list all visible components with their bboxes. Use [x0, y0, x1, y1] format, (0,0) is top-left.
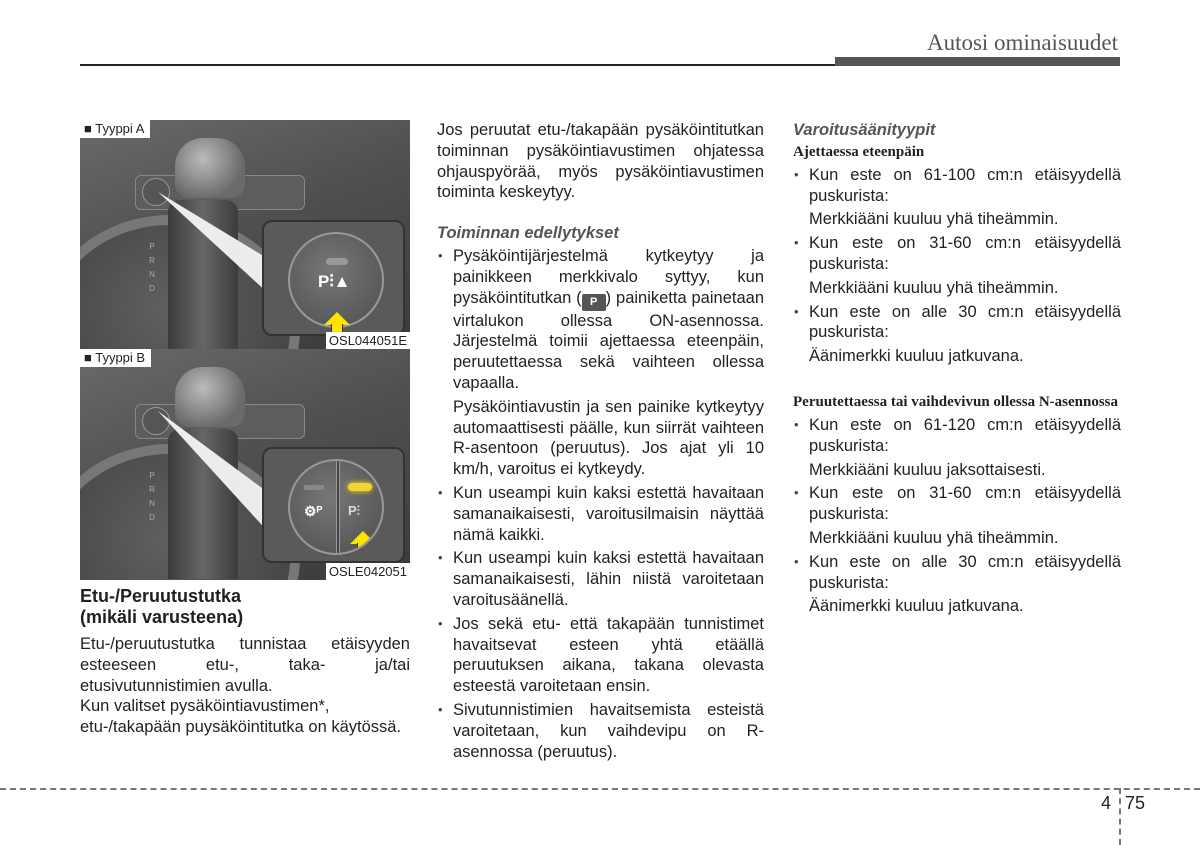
list-item-result: Merkkiääni kuuluu jaksottaisesti. — [809, 460, 1046, 479]
section-heading: Etu-/Peruutustutka (mikäli varusteena) — [80, 586, 244, 627]
parking-sensor-button-icon — [288, 232, 384, 328]
gear-position-indicator: P R N D — [149, 242, 155, 293]
list-item: • Kun este on 31-60 cm:n etäisyydellä puskurista: — [793, 233, 1121, 275]
button-closeup — [262, 220, 405, 336]
header-rule-accent — [835, 57, 1120, 66]
intro-paragraph: Jos peruutat etu-/takapään pysäköintitutkan toiminnan pysäköintiavustimen ohjatessa ohjauspyörää, myös pysäköintiavustimen toiminta keskeytyy. — [437, 121, 764, 202]
list-item-result: Merkkiääni kuuluu yhä tiheämmin. — [809, 210, 1059, 229]
parking-assist-symbol-icon: ⚙ᴾ — [304, 503, 323, 519]
footer-rule — [0, 788, 1200, 790]
list-item: • Sivutunnistimien havaitsemista esteistä varoitetaan, kun vaihdevipu on R-asennossa (peruutus). — [437, 700, 764, 762]
figure-panel-type-a — [80, 120, 410, 349]
center-console-image — [80, 120, 410, 349]
left-column — [80, 586, 410, 738]
page-number: 75 — [1125, 793, 1146, 813]
list-item: • Kun este on alle 30 cm:n etäisyydellä puskurista: — [793, 552, 1121, 594]
list-item: • Kun useampi kuin kaksi estettä havaitaan samanaikaisesti, varoitusilmaisin näyttää nämä kaikki. — [437, 483, 764, 545]
parking-sensor-symbol-icon: P⫶ — [348, 503, 360, 518]
figure-panel-type-b — [80, 349, 410, 580]
paragraph: Kun valitset pysäköintiavustimen*, etu-/takapään puysäköintitutka on käytössä. — [80, 697, 402, 737]
button-closeup — [262, 447, 405, 563]
figure-code-a: OSL044051E — [326, 332, 410, 349]
middle-column — [437, 120, 764, 762]
figure-label-type-a: ■ Tyyppi A — [80, 120, 150, 138]
list-item-result: Merkkiääni kuuluu yhä tiheämmin. — [809, 528, 1059, 547]
group-title-reverse: Peruutettaessa tai vaihdevivun ollessa N-asennossa — [793, 393, 1119, 410]
list-item: • Jos sekä etu- että takapään tunnistimet havaitsevat esteen yhtä etäällä peruutuksen aikana, takana olevasta esteestä varoitetaan ensin. — [437, 614, 764, 697]
list-item-result: Äänimerkki kuuluu jatkuvana. — [809, 347, 1024, 366]
list-item-result: Merkkiääni kuuluu yhä tiheämmin. — [809, 278, 1059, 297]
list-item: • Pysäköintijärjestelmä kytkeytyy ja painikkeen merkkivalo syttyy, kun pysäköintitutkan ( P ) painiketta painetaan virtalukon ollessa ON-asennossa. Järjestelmä toimii ajettaessa eteenpäin, peruutettaessa sekä vaihteen ollessa vapaalla. — [437, 246, 764, 394]
footer-divider — [1119, 788, 1121, 845]
gear-position-indicator: P R N D — [149, 471, 155, 522]
figure-code-b: OSLE042051 — [326, 563, 410, 580]
parking-sensor-symbol-icon: P⫶▲ — [318, 272, 351, 291]
right-column — [793, 120, 1121, 617]
list-item: • Kun este on 61-100 cm:n etäisyydellä puskurista: — [793, 165, 1121, 207]
subheading: Varoitusäänityypit — [793, 121, 936, 139]
paragraph: Etu-/peruutustutka tunnistaa etäisyyden esteeseen etu-, taka- ja/tai etusivutunnistimien avulla. — [80, 635, 410, 695]
list-item: • Kun este on 31-60 cm:n etäisyydellä puskurista: — [793, 483, 1121, 525]
figure-label-type-b: ■ Tyyppi B — [80, 349, 151, 367]
group-title-forward: Ajettaessa eteenpäin — [793, 143, 925, 160]
indicator-led-on — [348, 483, 372, 491]
subheading: Toiminnan edellytykset — [437, 224, 619, 243]
parking-sensor-button-icon: P — [582, 294, 606, 311]
list-item: • Kun useampi kuin kaksi estettä havaitaan samanaikaisesti, lähin niistä varoitetaan varoitusäänellä. — [437, 548, 764, 610]
parking-sensor-button-split-icon — [288, 459, 384, 555]
list-item-result: Äänimerkki kuuluu jatkuvana. — [809, 597, 1024, 616]
list-item: • Kun este on 61-120 cm:n etäisyydellä puskurista: — [793, 415, 1121, 457]
gear-console-figure — [80, 120, 410, 580]
list-item: • Kun este on alle 30 cm:n etäisyydellä puskurista: — [793, 302, 1121, 344]
indicator-led-off — [304, 485, 324, 490]
list-item-continuation: Pysäköintiavustin ja sen painike kytkeytyy automaattisesti päälle, kun siirrät vaihteen R-asentoon (peruutus). Jos ajat yli 10 km/h, varoitus ei kytkeydy. — [453, 397, 764, 479]
indicator-led — [326, 258, 348, 265]
section-title: Autosi ominaisuudet — [926, 30, 1118, 55]
header-rule — [80, 64, 835, 66]
center-console-image — [80, 349, 410, 580]
chapter-number: 4 — [1101, 793, 1112, 813]
